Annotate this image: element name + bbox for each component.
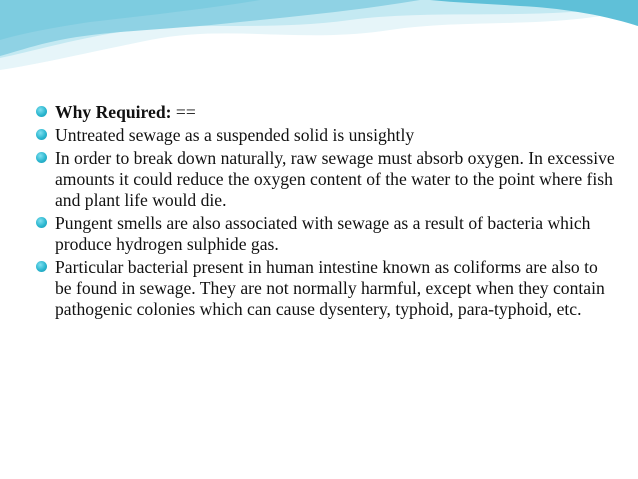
circle-bullet-icon xyxy=(36,129,47,140)
bullet-text: Pungent smells are also associated with sewage as a result of bacteria which produce hydrogen sulphide gas. xyxy=(55,213,591,254)
bullet-text: == xyxy=(171,102,196,122)
circle-bullet-icon xyxy=(36,217,47,228)
circle-bullet-icon xyxy=(36,106,47,117)
bullet-text: In order to break down naturally, raw sewage must absorb oxygen. In excessive amounts it could reduce the oxygen content of the water to the point where fish and plant life would die. xyxy=(55,148,615,210)
circle-bullet-icon xyxy=(36,261,47,272)
bullet-item-coliforms xyxy=(36,257,616,320)
bullet-item-unsightly xyxy=(36,125,616,146)
header-wave-decoration xyxy=(0,0,638,80)
bullet-list xyxy=(36,102,616,320)
bullet-text: Untreated sewage as a suspended solid is unsightly xyxy=(55,125,415,145)
bullet-item-smells xyxy=(36,213,616,255)
slide-body xyxy=(36,102,616,322)
bullet-text: Particular bacterial present in human intestine known as coliforms are also to be found in sewage. They are not normally harmful, except when they contain pathogenic colonies which can cause dysentery, typhoid, para-typhoid, etc. xyxy=(55,257,605,319)
bullet-item-oxygen xyxy=(36,148,616,211)
circle-bullet-icon xyxy=(36,152,47,163)
bullet-bold-label: Why Required: xyxy=(55,102,172,122)
bullet-item-why-required xyxy=(36,102,616,123)
